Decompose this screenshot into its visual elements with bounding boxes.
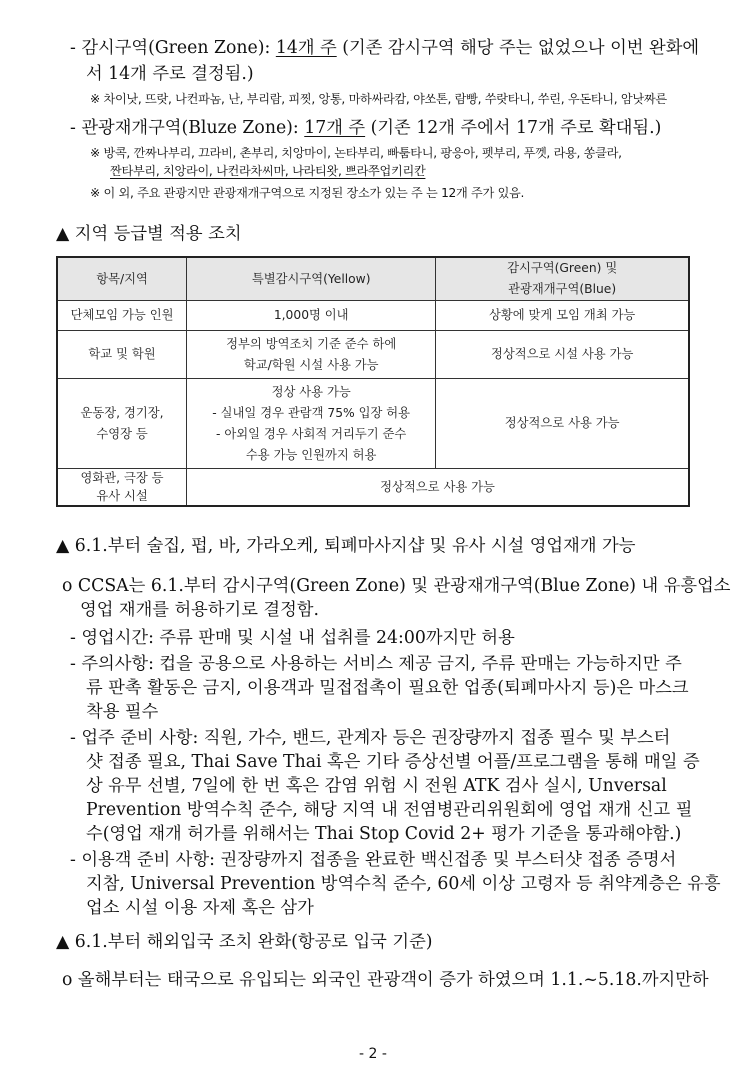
green-zone-label: - 감시구역(Green Zone): [70,38,276,58]
table-row [57,469,689,507]
bullet-line: - 이용객 준비 사항: 권장량까지 접종을 완료한 백신접종 및 부스터샷 접종 증명서 [70,850,677,870]
bullet-line: 지참, Universal Prevention 방역수칙 준수, 60세 이상 고령자 등 취약계층은 유흥 [86,874,721,894]
page-number: - 2 - [359,1046,387,1062]
row-item [57,379,187,469]
row-item [57,469,187,507]
row-green: 상황에 맞게 모임 개최 가능 [436,301,689,331]
row-merged: 정상적으로 사용 가능 [187,469,689,507]
bullet-line: 업소 시설 이용 자제 혹은 삼가 [86,898,314,918]
blue-zone-count: 17개 주 [304,118,366,138]
green-zone-line [70,36,699,60]
table-row [57,331,689,379]
header-blue-line: 관광재개구역(Blue) [508,282,617,296]
green-zone-count: 14개 주 [275,38,337,58]
bullet-line: - 영업시간: 주류 판매 및 시설 내 섭취를 24:00까지만 허용 [70,628,515,648]
cell-line: 수영장 등 [96,426,148,441]
bullet-line: 상 유무 선별, 7일에 한 번 혹은 감염 위험 시 전원 ATK 검사 실시, Unversal [86,776,667,796]
cell-line: - 아외일 경우 사회적 거리두기 준수 [216,426,407,441]
header-yellow: 특별감시구역(Yellow) [187,257,436,301]
extra-note: ※ 이 외, 주요 관광지만 관광재개구역으로 지정된 장소가 있는 주 는 12개 주가 있음. [90,186,525,200]
row-yellow [187,379,436,469]
cell-line: 정부의 방역조치 기준 준수 하에 [226,336,397,351]
section-title-nightlife-reopen: ▲ 6.1.부터 술집, 펍, 바, 가라오케, 퇴폐마사지샵 및 유사 시설 영업재개 가능 [56,536,636,556]
row-yellow [187,331,436,379]
cell-line: 유사 시설 [96,489,148,503]
row-green: 정상적으로 사용 가능 [436,379,689,469]
row-item: 단체모임 가능 인원 [57,301,187,331]
paragraph-line: o 올해부터는 태국으로 유입되는 외국인 관광객이 증가 하였으며 1.1.~5.18.까지만하 [62,970,709,990]
paragraph-line: o CCSA는 6.1.부터 감시구역(Green Zone) 및 관광재개구역(Blue Zone) 내 유흥업소 [62,576,731,596]
bullet-line: 수(영업 재개 허가를 위해서는 Thai Stop Covid 2+ 평가 기준을 통과해야함.) [86,824,682,844]
section-title-entry-relaxation: ▲ 6.1.부터 해외입국 조치 완화(항공로 입국 기준) [56,932,433,952]
table-header-row [57,257,689,301]
blue-zone-label: - 관광재개구역(Bluze Zone): [70,118,305,138]
bullet-line: 착용 필수 [86,702,159,722]
green-zone-note: ※ 차이낫, 뜨랏, 나컨파놈, 난, 부리람, 피찟, 앙통, 마하싸라캄, 야쏘톤, 람빵, 쑤랏타니, 쑤린, 우돈타니, 암낫짜른 [90,92,667,106]
blue-zone-line [70,116,661,140]
blue-zone-note-1: ※ 방콕, 깐짜나부리, 끄라비, 촌부리, 치앙마이, 논타부리, 빠툼타니, 팡응아, 펫부리, 푸껫, 라용, 쏭클라, [90,146,622,160]
header-item: 항목/지역 [57,257,187,301]
bullet-line: 샷 접종 필요, Thai Save Thai 혹은 기타 증상선별 어플/프로그램을 통해 매일 증 [86,752,700,772]
grade-measures-table [56,256,690,507]
table-row [57,379,689,469]
bullet-line: - 업주 준비 사항: 직원, 가수, 밴드, 관계자 등은 권장량까지 접종 필수 및 부스터 [70,728,671,748]
green-zone-desc: (기존 감시구역 해당 주는 없었으나 이번 완화에 [336,38,700,58]
cell-line: 수용 가능 인원까지 허용 [245,447,377,462]
header-green-line: 감시구역(Green) 및 [507,261,618,275]
row-yellow: 1,000명 이내 [187,301,436,331]
cell-line: 정상 사용 가능 [271,384,351,399]
bullet-line: - 주의사항: 컵을 공용으로 사용하는 서비스 제공 금지, 주류 판매는 가능하지만 주 [70,654,682,674]
paragraph-line: 영업 재개를 허용하기로 결정함. [80,600,319,620]
blue-zone-note-2: 짠타부리, 치앙라이, 나컨라차씨마, 나라티왓, 쁘라쭈업키리칸 [110,164,426,178]
cell-line: 영화관, 극장 등 [80,471,164,485]
section-title-grade-measures: ▲ 지역 등급별 적용 조치 [56,224,242,244]
bullet-line: Prevention 방역수칙 준수, 해당 지역 내 전염병관리위원회에 영업 재개 신고 필 [86,800,693,820]
cell-line: - 실내일 경우 관람객 75% 입장 허용 [212,405,411,420]
green-zone-line2: 서 14개 주로 결정됨.) [86,64,254,84]
cell-line: 운동장, 경기장, [80,405,164,420]
blue-zone-desc: (기존 12개 주에서 17개 주로 확대됨.) [365,118,662,138]
bullet-line: 류 판촉 활동은 금지, 이용객과 밀접접촉이 필요한 업종(퇴폐마사지 등)은 마스크 [86,678,689,698]
cell-line: 학교/학원 시설 사용 가능 [243,357,379,372]
table-row [57,301,689,331]
row-item: 학교 및 학원 [57,331,187,379]
header-green-blue [436,257,689,301]
row-green: 정상적으로 시설 사용 가능 [436,331,689,379]
